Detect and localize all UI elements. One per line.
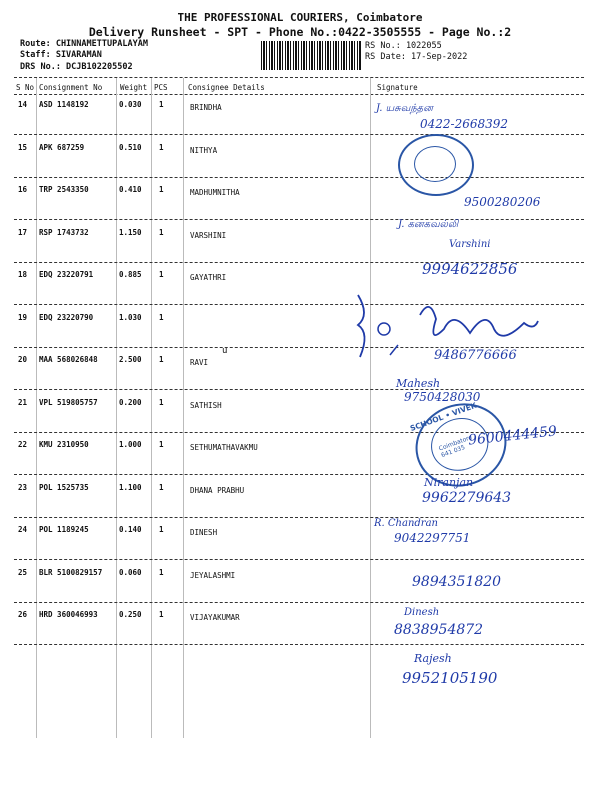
handwritten-phone: 9962279643 <box>422 490 512 506</box>
row-sno: 26 <box>18 610 28 619</box>
row-sno: 17 <box>18 227 28 237</box>
runsheet-subtitle: Delivery Runsheet - SPT - Phone No.:0422-3505555 - Page No.:2 <box>88 25 512 39</box>
row-weight: 0.885 <box>119 270 142 279</box>
row-pcs: 1 <box>159 482 164 492</box>
row-pcs: 1 <box>159 142 164 152</box>
handwritten-phone: 9042297751 <box>394 531 471 545</box>
handwritten-phone: 9500280206 <box>464 195 541 209</box>
column-header-sno: S No <box>16 83 35 92</box>
handwritten-phone: 9894351820 <box>412 574 502 590</box>
row-sno: 24 <box>18 525 28 534</box>
row-sno: 14 <box>18 100 28 109</box>
row-consignment-no: TRP 2543350 <box>39 185 89 194</box>
handwritten-signature: R. Chandran <box>374 518 438 529</box>
handwritten-phone: 8838954872 <box>394 622 484 638</box>
row-consignment-no: KMU 2310950 <box>39 440 89 449</box>
table-row <box>0 525 600 568</box>
row-sno: 22 <box>18 440 28 449</box>
column-header-weight: Weight <box>120 83 148 92</box>
row-consignee-name: SATHISH <box>190 400 222 410</box>
row-pcs: 1 <box>159 440 164 449</box>
barcode <box>261 41 361 70</box>
row-consignment-no: RSP 1743732 <box>39 227 89 237</box>
row-weight: 1.000 <box>119 440 142 449</box>
row-divider <box>14 134 584 135</box>
row-consignee-name: GAYATHRI <box>190 273 227 282</box>
row-weight: 0.510 <box>119 142 142 152</box>
row-divider <box>14 219 584 220</box>
table-row <box>0 440 600 483</box>
row-consignment-no: VPL 519805757 <box>39 397 98 407</box>
row-consignment-no: EDQ 23220791 <box>39 270 94 279</box>
row-weight: 1.150 <box>119 227 142 237</box>
row-sno: 20 <box>18 355 28 364</box>
row-consignee-name: NITHYA <box>190 145 218 155</box>
handwritten-signature: Mahesh <box>396 377 441 390</box>
row-weight: 2.500 <box>119 355 142 364</box>
row-pcs: 1 <box>159 270 164 279</box>
row-sno: 19 <box>18 312 28 322</box>
handwritten-signature: Varshini <box>449 239 491 250</box>
row-divider <box>14 559 584 560</box>
row-consignment-no: ASD 1148192 <box>39 100 89 109</box>
row-sno: 15 <box>18 142 28 152</box>
column-header-signature: Signature <box>377 83 418 92</box>
row-consignment-no: APK 687259 <box>39 142 85 152</box>
row-sno: 16 <box>18 185 28 194</box>
row-pcs: 1 <box>159 610 164 619</box>
handwritten-signature: J. யசுவந்தன <box>376 103 433 114</box>
row-pcs: 1 <box>159 227 164 237</box>
row-consignee-name: VIJAYAKUMAR <box>190 613 240 622</box>
row-divider <box>14 474 584 475</box>
row-pcs: 1 <box>159 312 164 322</box>
row-pcs: 1 <box>159 567 164 577</box>
rs-number: RS No.: 1022055 <box>365 41 442 51</box>
route-label: Route: CHINNAMETTUPALAYAM <box>20 39 148 49</box>
row-consignee-name: BRINDHA <box>190 103 222 112</box>
handwritten-signature: Niranjan <box>424 476 474 489</box>
row-consignee-name: DINESH <box>190 528 218 537</box>
handwritten-signature: Rajesh <box>414 652 452 665</box>
column-header-consignment: Consignment No <box>39 83 103 92</box>
row-consignee-name: SETHUMATHAVAKMU <box>190 443 258 452</box>
drs-number: DRS No.: DCJB102205502 <box>20 62 133 72</box>
header-top-rule <box>14 77 584 78</box>
row-consignment-no: POL 1525735 <box>39 482 89 492</box>
row-divider <box>14 644 584 645</box>
row-consignment-no: MAA 568026848 <box>39 355 98 364</box>
table-row <box>0 610 600 653</box>
row-consignee-name: VARSHINI <box>190 230 227 240</box>
row-sno: 23 <box>18 482 28 492</box>
staff-label: Staff: SIVARAMAN <box>20 50 102 60</box>
handwritten-phone: 9994622856 <box>422 260 518 278</box>
row-weight: 0.250 <box>119 610 142 619</box>
school-stamp-subtext: Coimbatore 641 035 <box>437 434 474 460</box>
column-header-consignee: Consignee Details <box>188 83 265 92</box>
row-divider <box>14 177 584 178</box>
row-pcs: 1 <box>159 525 164 534</box>
row-weight: 0.200 <box>119 397 142 407</box>
row-pcs: 1 <box>159 355 164 364</box>
page-title: THE PROFESSIONAL COURIERS, Coimbatore <box>177 11 423 24</box>
row-sno: 25 <box>18 567 28 577</box>
row-divider <box>14 517 584 518</box>
handwritten-phone: 9952105190 <box>402 669 498 687</box>
row-consignment-no: BLR 5100829157 <box>39 567 103 577</box>
row-weight: 0.140 <box>119 525 142 534</box>
header-bottom-rule <box>14 94 584 95</box>
row-divider <box>14 389 584 390</box>
row-consignee-name: MADHUMNITHA <box>190 188 240 197</box>
row-divider <box>14 602 584 603</box>
row-consignee-name: JEYALASHMI <box>190 570 236 580</box>
row-consignment-no: POL 1189245 <box>39 525 89 534</box>
handwritten-phone: 9750428030 <box>404 390 481 404</box>
table-row <box>0 100 600 143</box>
row-weight: 0.030 <box>119 100 142 109</box>
handwritten-phone: 0422-2668392 <box>420 117 509 131</box>
table-row <box>0 568 600 611</box>
row-weight: 0.410 <box>119 185 142 194</box>
row-weight: 0.060 <box>119 567 142 577</box>
row-sno: 21 <box>18 397 28 407</box>
row-consignment-no: EDQ 23220790 <box>39 312 94 322</box>
school-stamp-text: SCHOOL • VIVEK <box>408 400 478 434</box>
row-pcs: 1 <box>159 100 164 109</box>
handwritten-phone: 9486776666 <box>434 348 517 363</box>
row-sno: 18 <box>18 270 28 279</box>
column-header-pcs: PCS <box>154 83 168 92</box>
rs-date: RS Date: 17-Sep-2022 <box>365 52 468 62</box>
row-consignment-no: HRD 360046993 <box>39 610 98 619</box>
handwritten-signature: Dinesh <box>404 607 440 618</box>
row-weight: 1.030 <box>119 312 142 322</box>
office-seal-stamp <box>398 134 474 196</box>
handwritten-phone: 9600444459 <box>467 423 558 449</box>
stray-mark: u <box>222 346 228 356</box>
row-weight: 1.100 <box>119 482 142 492</box>
row-consignee-name: DHANA PRABHU <box>190 485 245 495</box>
row-consignee-name: RAVI <box>190 358 209 367</box>
table-row <box>0 143 600 186</box>
row-pcs: 1 <box>159 185 164 194</box>
row-pcs: 1 <box>159 397 164 407</box>
handwritten-signature: J. கனகவல்லி <box>398 219 459 230</box>
